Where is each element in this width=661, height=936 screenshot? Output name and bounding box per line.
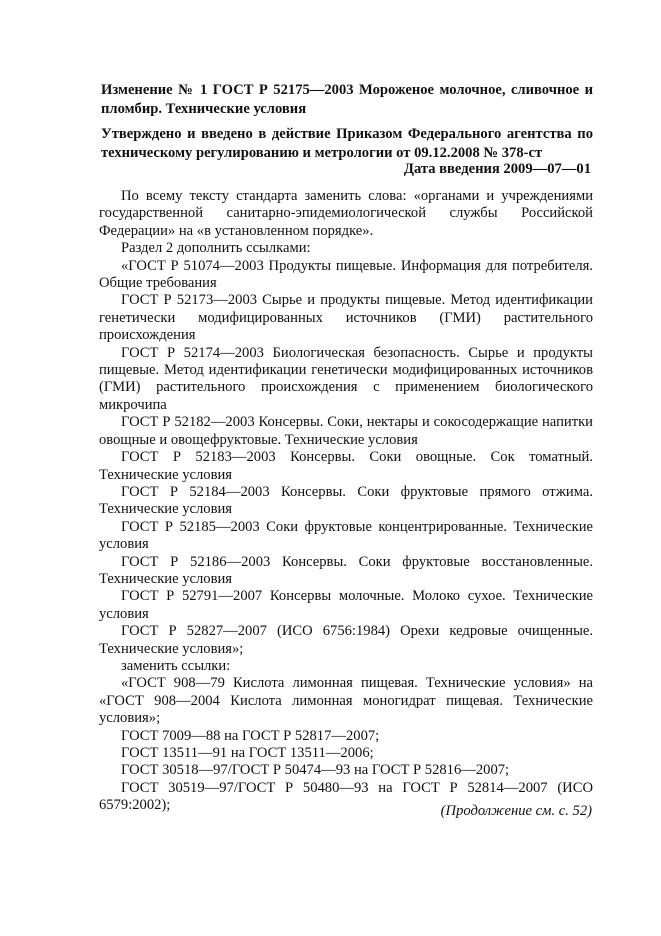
reference-item: ГОСТ Р 52827—2007 (ИСО 6756:1984) Орехи кедровые очищенные. Технические условия»; [99,623,593,657]
replacement-item: ГОСТ 13511—91 на ГОСТ 13511—2006; [121,745,374,761]
reference-item: ГОСТ Р 52183—2003 Консервы. Соки овощные. Сок томатный. Технические условия [99,449,593,483]
continuation-note: (Продолжение см. с. 52) [440,803,592,819]
amendment-title: Изменение № 1 ГОСТ Р 52175—2003 Мороженое молочное, сливочное и пломбир. Технические условия [101,82,593,117]
reference-item: ГОСТ Р 52182—2003 Консервы. Соки, нектары и сокосодержащие напитки овощные и овощефруктовые. Технические условия [99,414,593,448]
paragraph: По всему тексту стандарта заменить слова: «органами и учреждениями государственной санитарно-эпидемиологической службы Российской Федерации» на «в установленном порядке». [99,188,593,239]
reference-item: ГОСТ Р 52185—2003 Соки фруктовые концентрированные. Технические условия [99,518,593,553]
replacement-item: ГОСТ 7009—88 на ГОСТ Р 52817—2007; [121,727,380,744]
amendment-body [99,188,593,815]
paragraph: заменить ссылки: [121,657,231,674]
reference-item: ГОСТ Р 52174—2003 Биологическая безопасность. Сырье и продукты пищевые. Метод идентификации генетически модифицированных источников (ГМИ) растительного происхождения с применением биологического микрочипа [99,344,593,413]
reference-item: ГОСТ Р 52184—2003 Консервы. Соки фруктовые прямого отжима. Технические условия [99,483,593,518]
replacement-item: ГОСТ 30519—97/ГОСТ Р 50480—93 на ГОСТ Р 52814—2007 (ИСО 6579:2002); [99,779,593,814]
replacement-item: «ГОСТ 908—79 Кислота лимонная пищевая. Технические условия» на «ГОСТ 908—2004 Кислота лимонная моногидрат пищевая. Технические условия»; [99,675,593,727]
paragraph: Раздел 2 дополнить ссылками: [121,240,311,257]
reference-item: ГОСТ Р 52173—2003 Сырье и продукты пищевые. Метод идентификации генетически модифицированных источников (ГМИ) растительного происхождения [99,292,593,344]
reference-item: ГОСТ Р 52791—2007 Консервы молочные. Молоко сухое. Технические условия [99,588,593,622]
reference-item: «ГОСТ Р 51074—2003 Продукты пищевые. Информация для потребителя. Общие требования [99,257,593,292]
effective-date: Дата введения 2009—07—01 [403,161,591,177]
approval-statement: Утверждено и введено в действие Приказом Федерального агентства по техническому регулированию и метрологии от 09.12.2008 № 378-ст [101,126,593,161]
reference-item: ГОСТ Р 52186—2003 Консервы. Соки фруктовые восстановленные. Технические условия [99,553,593,587]
replacement-item: ГОСТ 30518—97/ГОСТ Р 50474—93 на ГОСТ Р 52816—2007; [121,762,510,779]
